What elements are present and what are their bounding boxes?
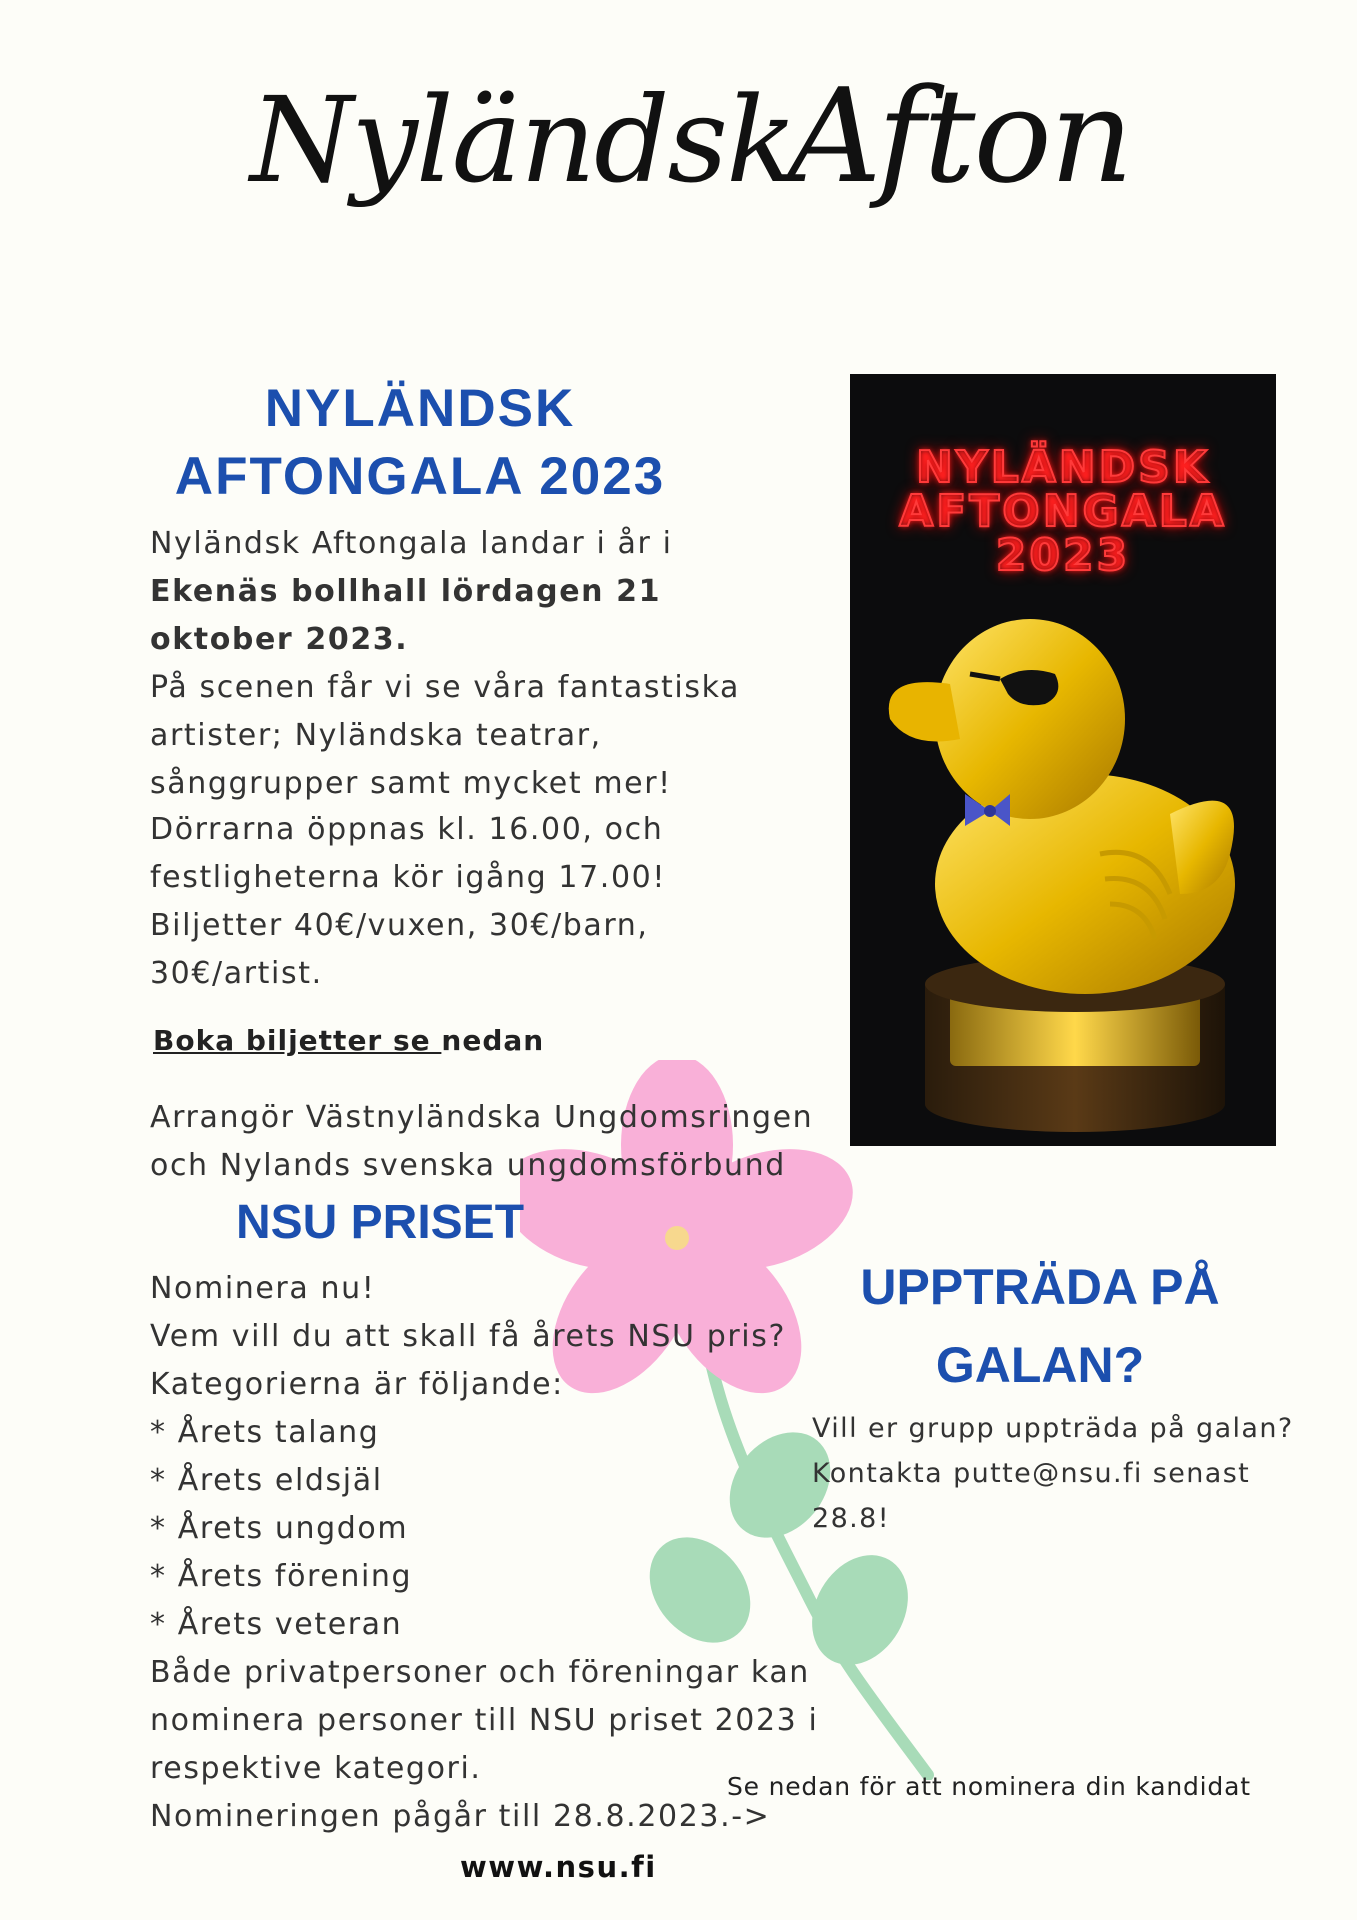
nsu-category: * Årets talang [150, 1415, 380, 1450]
nsu-line: Nominera nu! [150, 1271, 376, 1306]
poster-line2: AFTONGALA [899, 486, 1227, 537]
nsu-line: respektive kategori. [150, 1751, 482, 1786]
boka-link[interactable] [153, 1024, 544, 1057]
perform-title-line2: GALAN? [935, 1337, 1145, 1393]
golden-duck-trophy-icon [850, 374, 1276, 1146]
gala-title [140, 375, 700, 511]
nsu-category: * Årets veteran [150, 1607, 403, 1642]
poster-line1: NYLÄNDSK [916, 442, 1210, 493]
tickets-text: Biljetter 40€/vuxen, 30€/barn, 30€/artist. [150, 908, 649, 991]
poster-line3: 2023 [995, 530, 1131, 581]
arrangor-text: Arrangör Västnyländska Ungdomsringen och Nylands svenska ungdomsförbund [150, 1100, 814, 1183]
nsu-text [150, 1265, 850, 1841]
script-title-part2: Afton [787, 60, 1132, 212]
perform-text: Vill er grupp uppträda på galan? Kontakta putte@nsu.fi senast 28.8! [812, 1413, 1294, 1534]
doors-text: Dörrarna öppnas kl. 16.00, och festligheterna kör igång 17.00! [150, 812, 666, 895]
nsu-line: nominera personer till NSU priset 2023 i [150, 1703, 819, 1738]
nsu-line: Vem vill du att skall få årets NSU pris? [150, 1319, 786, 1354]
intro-rest: På scenen får vi se våra fantastiska artister; Nyländska teatrar, sånggrupper samt mycket mer! [150, 670, 741, 801]
nsu-title: NSU PRISET [235, 1196, 525, 1249]
nsu-deadline: Nomineringen pågår till 28.8.2023.-> [150, 1799, 771, 1834]
intro-plain: Nyländsk Aftongala landar i år i [150, 526, 673, 561]
nsu-category: * Årets förening [150, 1559, 413, 1594]
script-title-part1: Nyländsk [250, 71, 796, 209]
gala-details [150, 806, 810, 998]
nsu-line: Både privatpersoner och föreningar kan [150, 1655, 810, 1690]
gala-poster [850, 374, 1276, 1146]
boka-plain: nedan [441, 1024, 545, 1057]
gala-intro [150, 520, 810, 808]
website-link[interactable]: www.nsu.fi [460, 1850, 657, 1884]
nsu-line: Kategorierna är följande: [150, 1367, 564, 1402]
perform-title-line1: UPPTRÄDA PÅ [860, 1259, 1220, 1315]
gala-title-line1: NYLÄNDSK [264, 379, 576, 438]
nsu-category: * Årets eldsjäl [150, 1463, 383, 1498]
boka-underlined[interactable]: Boka biljetter se [153, 1024, 442, 1057]
nsu-category: * Årets ungdom [150, 1511, 409, 1546]
script-title [250, 60, 1132, 212]
perform-title [840, 1248, 1240, 1404]
intro-bold: Ekenäs bollhall lördagen 21 oktober 2023. [150, 574, 662, 657]
nominate-note: Se nedan för att nominera din kandidat [727, 1772, 1251, 1801]
gala-title-line2: AFTONGALA 2023 [174, 447, 666, 506]
